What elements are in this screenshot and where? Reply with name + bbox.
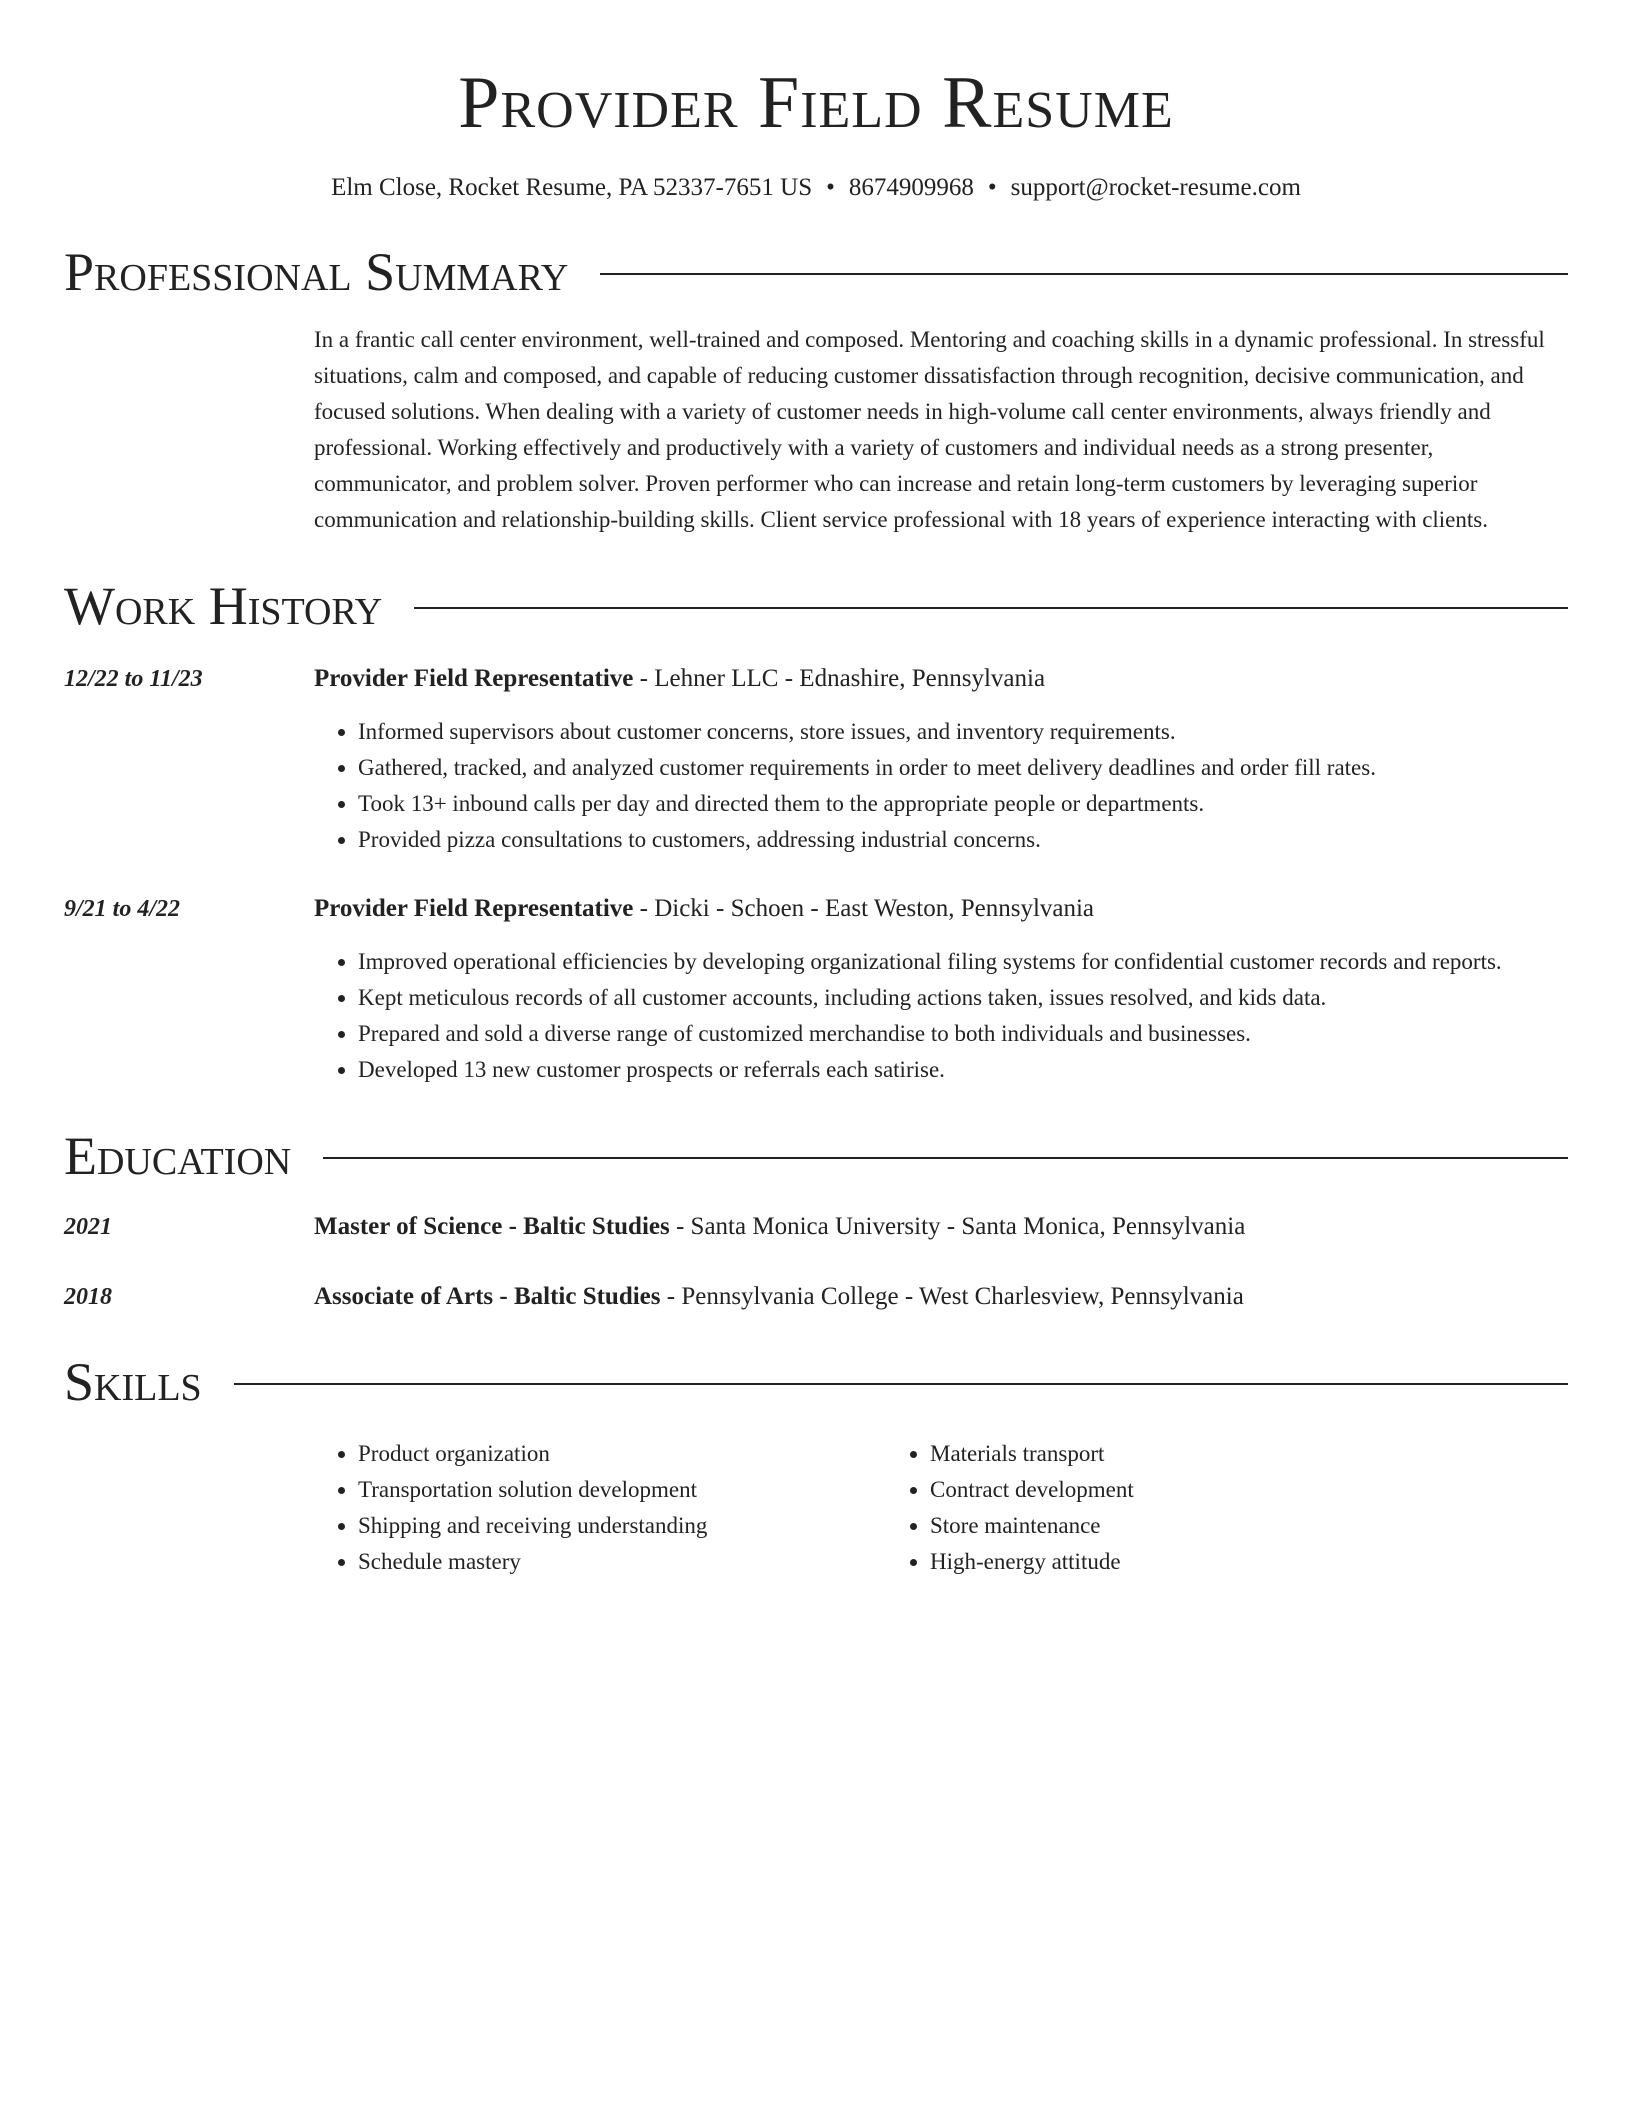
section-divider [414,607,1568,609]
education-entry [64,1280,1568,1314]
skill-item: • Shipping and receiving understanding [358,1508,886,1544]
school-details: - Pennsylvania College - West Charlesview, Pennsylvania [660,1283,1244,1310]
section-title-skills: Skills [64,1352,202,1412]
contact-line [64,172,1568,204]
work-bullet: • Informed supervisors about customer concerns, store issues, and inventory requirements. [358,714,1568,750]
section-header-skills [64,1350,1568,1414]
education-year: 2021 [64,1214,112,1240]
work-entry-body [314,662,1568,858]
work-bullet: • Developed 13 new customer prospects or referrals each satirise. [358,1052,1568,1088]
degree-title: Associate of Arts - Baltic Studies [314,1283,661,1310]
degree-title: Master of Science - Baltic Studies [314,1213,670,1240]
skill-item: • Product organization [358,1436,886,1472]
contact-separator: • [987,174,997,201]
education-year: 2018 [64,1284,112,1310]
work-entry [64,662,1568,858]
contact-separator: • [826,174,835,201]
school-details: - Santa Monica University - Santa Monica, Pennsylvania [669,1213,1246,1240]
section-header-summary [64,240,1568,304]
summary-text: In a frantic call center environment, well-trained and composed. Mentoring and coaching skills in a dynamic professional. In stressful situations, calm and composed, and capable of reducing customer dissatisfaction through recognition, decisive communication, and focused solutions. When dealing with a variety of customer needs in high-volume call center environments, always friendly and professional. Working effectively and productively with a variety of customers and individual needs as a strong presenter, communicator, and problem solver. Proven performer who can increase and retain long-term customers by leveraging superior communication and relationship-building skills. Client service professional with 18 years of experience interacting with clients. [314,327,1545,532]
skill-item: • Schedule mastery [358,1544,886,1580]
contact-address: Elm Close, Rocket Resume, PA 52337-7651 US [331,174,813,201]
work-headline [314,892,1568,926]
skills-column-left [314,1436,886,1580]
work-bullet: • Took 13+ inbound calls per day and directed them to the appropriate people or departments. [358,786,1568,822]
job-title: Provider Field Representative [314,665,634,692]
work-bullet: • Improved operational efficiencies by developing organizational filing systems for confidential customer records and reports. [358,944,1568,980]
work-bullet: • Provided pizza consultations to customers, addressing industrial concerns. [358,822,1568,858]
work-bullets [314,944,1568,1088]
work-dates: 12/22 to 11/23 [64,666,203,692]
skill-item: • Materials transport [930,1436,1458,1472]
job-title: Provider Field Representative [314,895,634,922]
section-header-education [64,1124,1568,1188]
work-bullet: • Gathered, tracked, and analyzed customer requirements in order to meet delivery deadlines and order fill rates. [358,750,1568,786]
section-title-work: Work History [64,576,383,636]
education-entry [64,1210,1568,1244]
work-bullets [314,714,1568,858]
skills-list [314,1436,1568,1580]
resume-title: Provider Field Resume [458,62,1174,144]
contact-phone: 8674909968 [848,174,974,201]
job-employer: - Lehner LLC - Ednashire, Pennsylvania [633,665,1046,692]
work-entry [64,892,1568,1088]
section-divider [234,1383,1568,1385]
job-employer: - Dicki - Schoen - East Weston, Pennsylvania [633,895,1095,922]
work-headline [314,662,1568,696]
skill-item: • Store maintenance [930,1508,1458,1544]
section-title-education: Education [64,1126,292,1186]
skill-item: • High-energy attitude [930,1544,1458,1580]
skill-item: • Transportation solution development [358,1472,886,1508]
section-divider [600,273,1568,275]
work-bullet: • Kept meticulous records of all customer accounts, including actions taken, issues resolved, and kids data. [358,980,1568,1016]
section-header-work [64,574,1568,638]
work-entry-body [314,892,1568,1088]
work-dates: 9/21 to 4/22 [64,896,181,922]
section-title-summary: Professional Summary [64,242,569,302]
skills-column-right [886,1436,1458,1580]
work-bullet: • Prepared and sold a diverse range of customized merchandise to both individuals and businesses. [358,1016,1568,1052]
contact-email: support@rocket-resume.com [1010,174,1301,201]
section-divider [323,1157,1568,1159]
skill-item: • Contract development [930,1472,1458,1508]
education-headline [314,1280,1568,1314]
education-headline [314,1210,1568,1244]
